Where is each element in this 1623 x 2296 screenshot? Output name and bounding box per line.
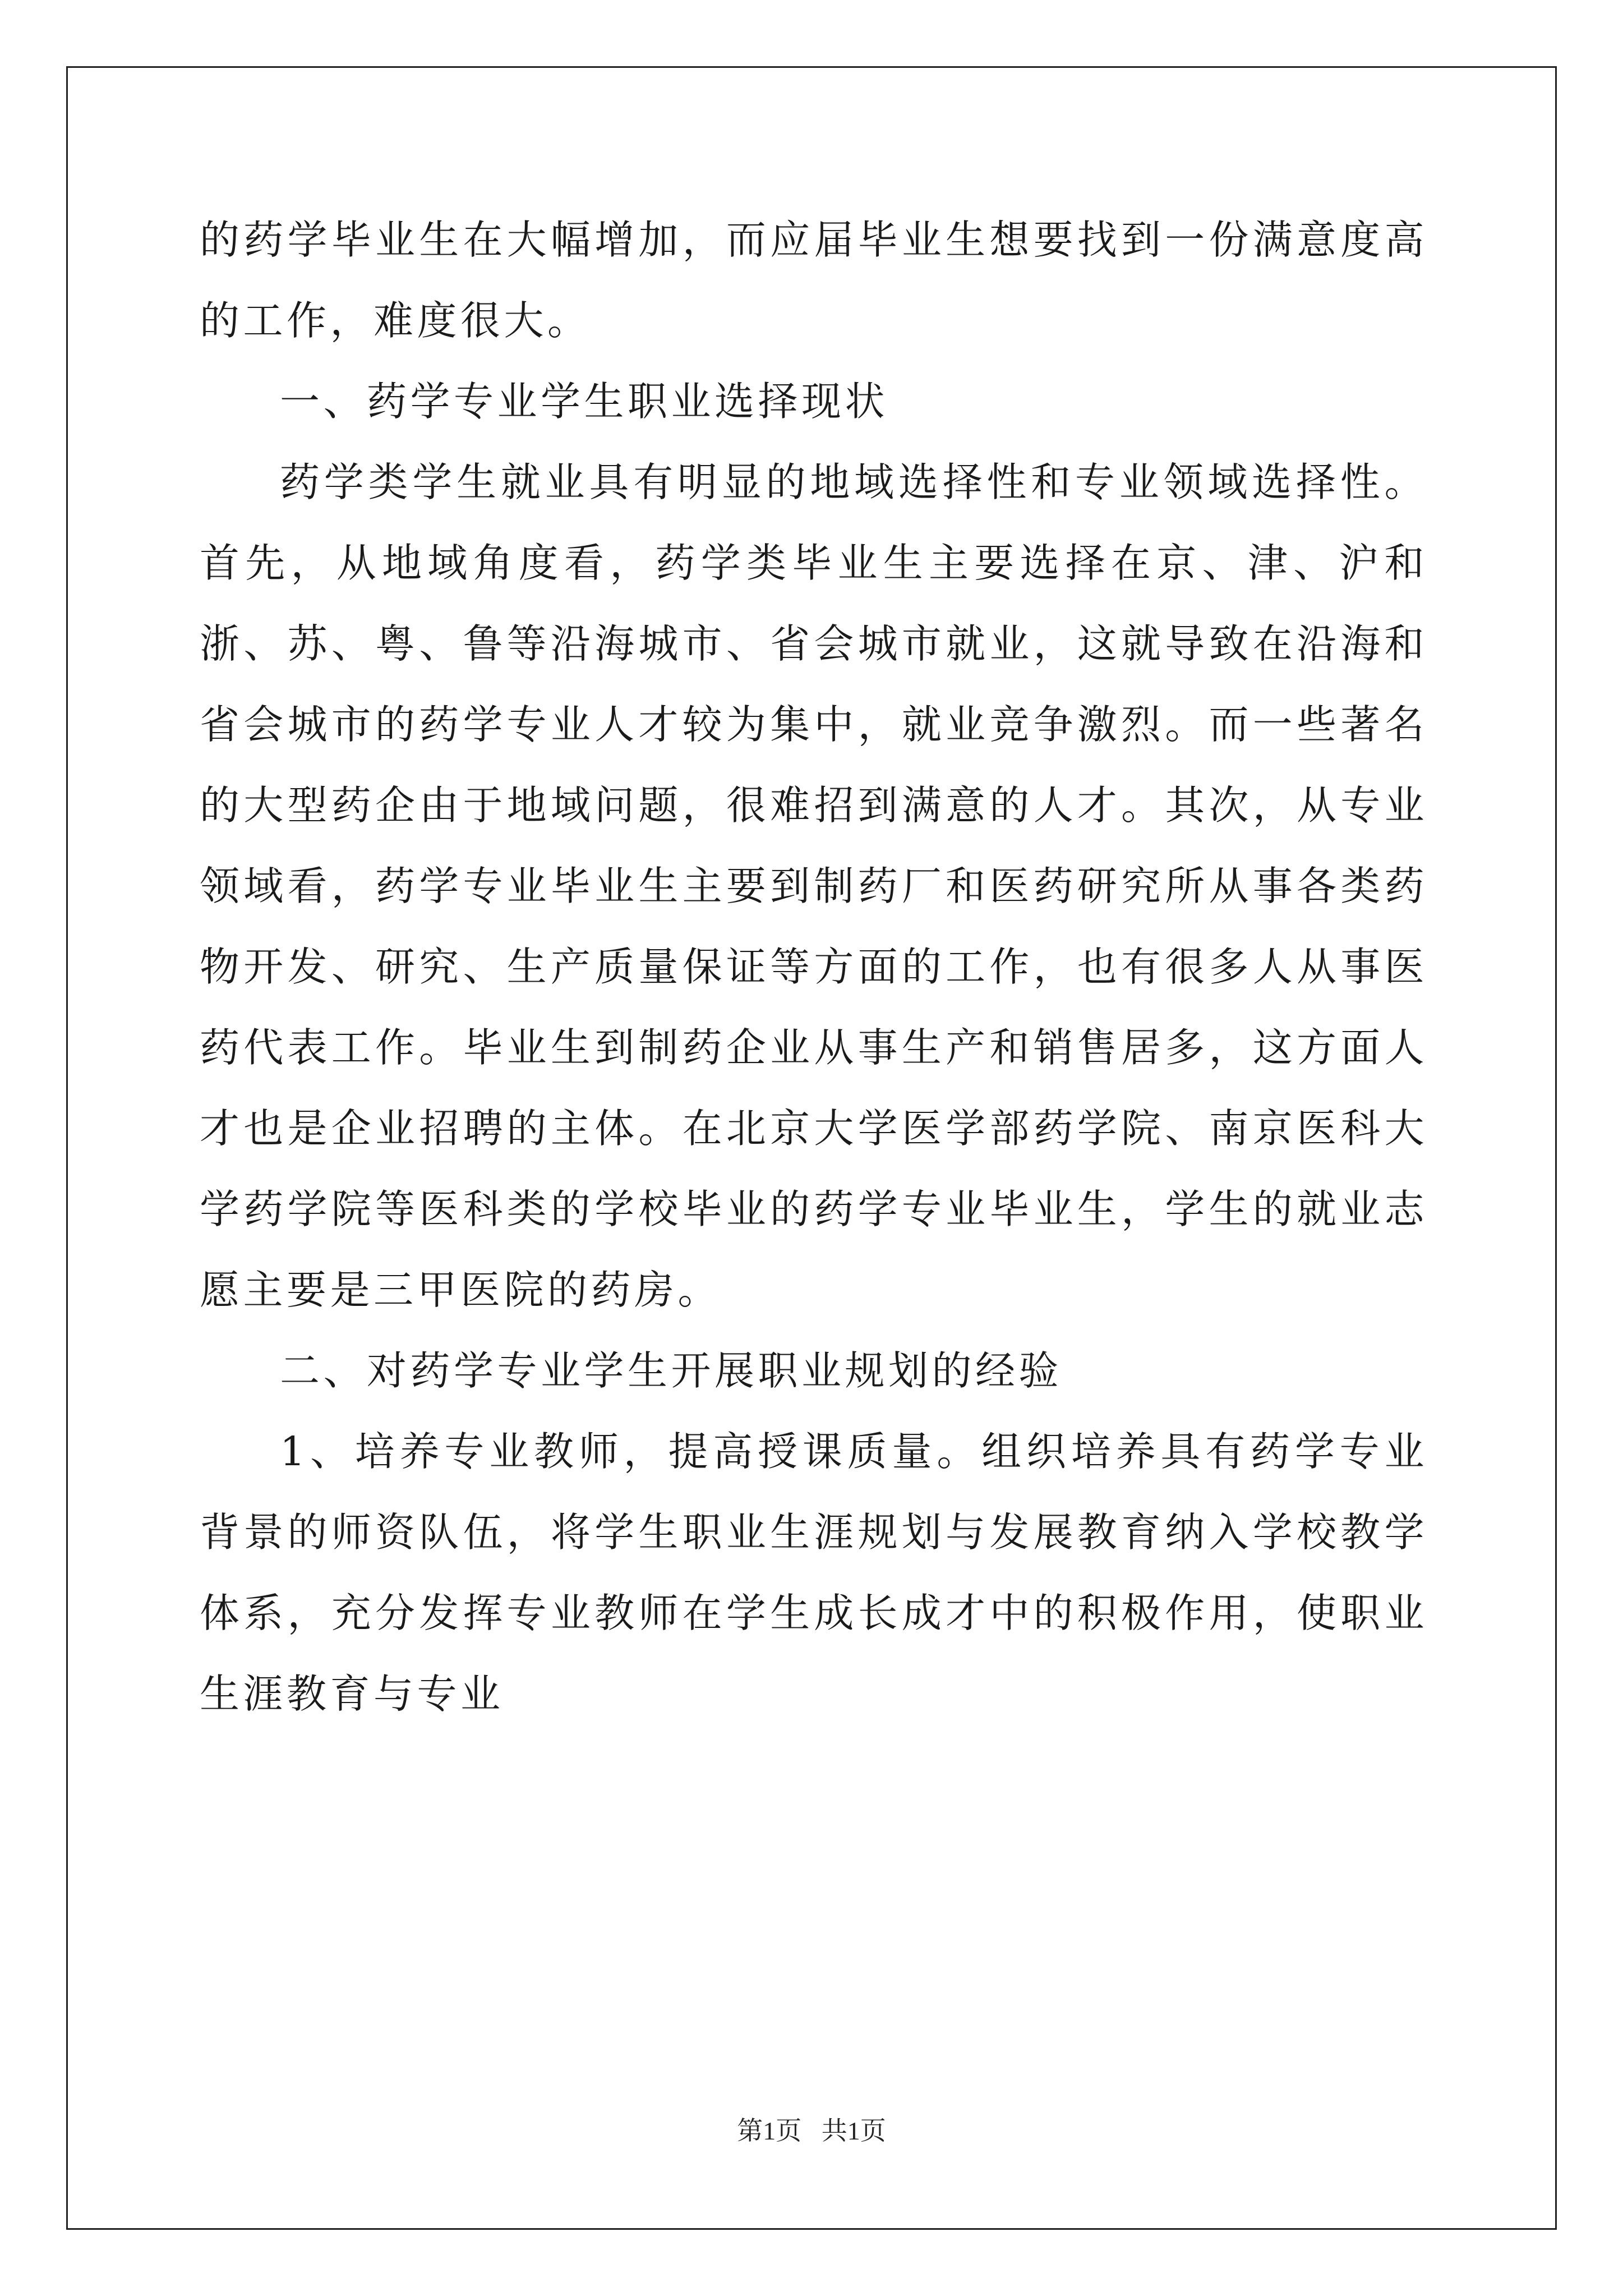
paragraph-career-status: 药学类学生就业具有明显的地域选择性和专业领域选择性。首先，从地域角度看，药学类毕业生主要选择在京、津、沪和浙、苏、粤、鲁等沿海城市、省会城市就业，这就导致在沿海和省会城市的药学专业人才较为集中，就业竞争激烈。而一些著名的大型药企由于地域问题，很难招到满意的人才。其次，从专业领域看，药学专业毕业生主要到制药厂和医药研究所从事各类药物开发、研究、生产质量保证等方面的工作，也有很多人从事医药代表工作。毕业生到制药企业从事生产和销售居多，这方面人才也是企业招聘的主体。在北京大学医学部药学院、南京医科大学药学院等医科类的学校毕业的药学专业毕业生，学生的就业志愿主要是三甲医院的药房。 bbox=[200, 459, 1428, 1313]
document-body bbox=[200, 200, 1428, 1734]
section-heading-1: 一、药学专业学生职业选择现状 bbox=[280, 378, 889, 425]
section-heading-2: 二、对药学专业学生开展职业规划的经验 bbox=[280, 1347, 1063, 1394]
page-footer bbox=[0, 2110, 1623, 2147]
page-number-total: 共1页 bbox=[821, 2116, 886, 2145]
page-number-current: 第1页 bbox=[737, 2116, 802, 2145]
paragraph-teacher-training: 1、培养专业教师，提高授课质量。组织培养具有药学专业背景的师资队伍，将学生职业生涯规划与发展教育纳入学校教学体系，充分发挥专业教师在学生成长成才中的积极作用，使职业生涯教育与专业 bbox=[200, 1428, 1428, 1717]
paragraph-continuation: 的药学毕业生在大幅增加，而应届毕业生想要找到一份满意度高的工作，难度很大。 bbox=[200, 217, 1428, 344]
